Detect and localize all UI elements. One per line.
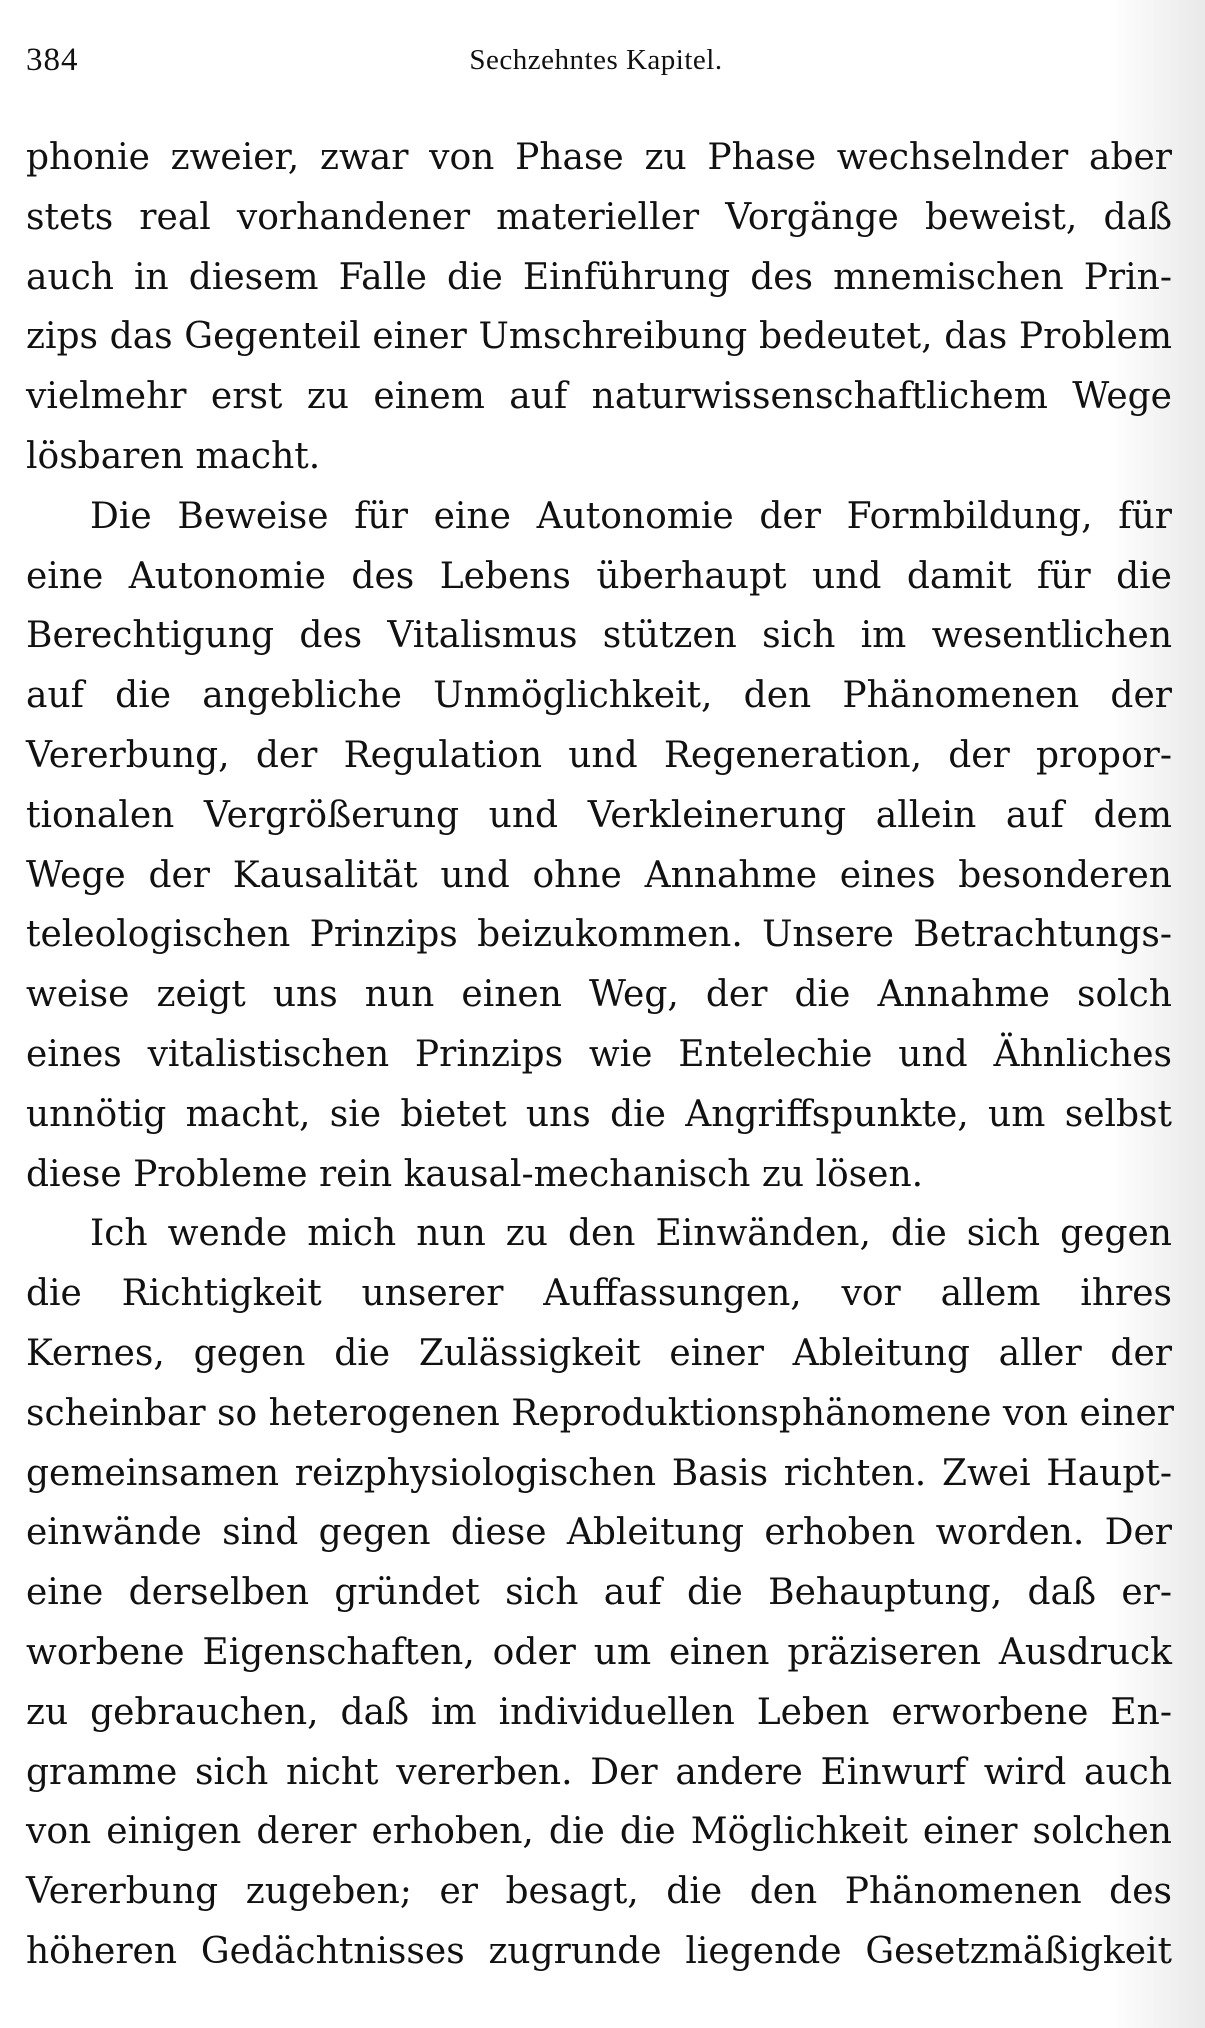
text-line: worbene Eigenschaften, oder um einen präziseren Ausdruck <box>26 1631 1172 1673</box>
text-line: eines vitalistischen Prinzips wie Entelechie und Ähnliches <box>26 1033 1172 1075</box>
text-line: diese Probleme rein kausal-mechanisch zu lösen. <box>26 1153 924 1195</box>
text-line: stets real vorhandener materieller Vorgänge beweist, daß <box>26 196 1172 238</box>
text-line: Berechtigung des Vitalismus stützen sich im wesentlichen <box>26 615 1172 657</box>
text-line: einwände sind gegen diese Ableitung erhoben worden. Der <box>26 1512 1172 1554</box>
text-line: vielmehr erst zu einem auf naturwissenschaftlichem Wege <box>26 376 1172 418</box>
text-line: Kernes, gegen die Zulässigkeit einer Ableitung aller der <box>26 1332 1172 1374</box>
running-head: Sechzehntes Kapitel. <box>469 44 723 76</box>
text-line: zips das Gegenteil einer Umschreibung bedeutet, das Problem <box>26 316 1172 358</box>
text-line: zu gebrauchen, daß im individuellen Leben erworbene En- <box>26 1691 1172 1733</box>
text-line: teleologischen Prinzips beizukommen. Unsere Betrachtungs- <box>26 914 1172 956</box>
text-line: von einigen derer erhoben, die die Möglichkeit einer solchen <box>26 1811 1172 1853</box>
page-header <box>26 42 1166 92</box>
text-line: eine derselben gründet sich auf die Behauptung, daß er- <box>26 1572 1172 1614</box>
text-line: lösbaren macht. <box>26 435 321 477</box>
body-text <box>26 128 1172 1982</box>
text-line: gramme sich nicht vererben. Der andere Einwurf wird auch <box>26 1751 1172 1793</box>
text-line: gemeinsamen reizphysiologischen Basis richten. Zwei Haupt- <box>26 1452 1172 1494</box>
text-line: auch in diesem Falle die Einführung des mnemischen Prin- <box>26 256 1172 298</box>
text-line: Vererbung zugeben; er besagt, die den Phänomenen des <box>26 1871 1172 1913</box>
text-line: eine Autonomie des Lebens überhaupt und damit für die <box>26 555 1172 597</box>
text-line: scheinbar so heterogenen Reproduktionsphänomene von einer <box>26 1392 1174 1434</box>
text-line: die Richtigkeit unserer Auffassungen, vor allem ihres <box>26 1273 1172 1315</box>
text-line: Ich wende mich nun zu den Einwänden, die sich gegen <box>90 1213 1172 1255</box>
text-line: auf die angebliche Unmöglichkeit, den Phänomenen der <box>26 675 1172 717</box>
text-line: Die Beweise für eine Autonomie der Formbildung, für <box>90 495 1172 537</box>
text-line: weise zeigt uns nun einen Weg, der die Annahme solch <box>26 974 1172 1016</box>
text-line: höheren Gedächtnisses zugrunde liegende Gesetzmäßigkeit <box>26 1930 1172 1972</box>
text-line: tionalen Vergrößerung und Verkleinerung allein auf dem <box>26 794 1172 836</box>
text-line: Wege der Kausalität und ohne Annahme eines besonderen <box>26 854 1172 896</box>
text-line: unnötig macht, sie bietet uns die Angriffspunkte, um selbst <box>26 1093 1172 1135</box>
page-number: 384 <box>26 42 79 78</box>
text-line: phonie zweier, zwar von Phase zu Phase wechselnder aber <box>26 137 1172 178</box>
text-line: Vererbung, der Regulation und Regeneration, der propor- <box>26 734 1172 776</box>
